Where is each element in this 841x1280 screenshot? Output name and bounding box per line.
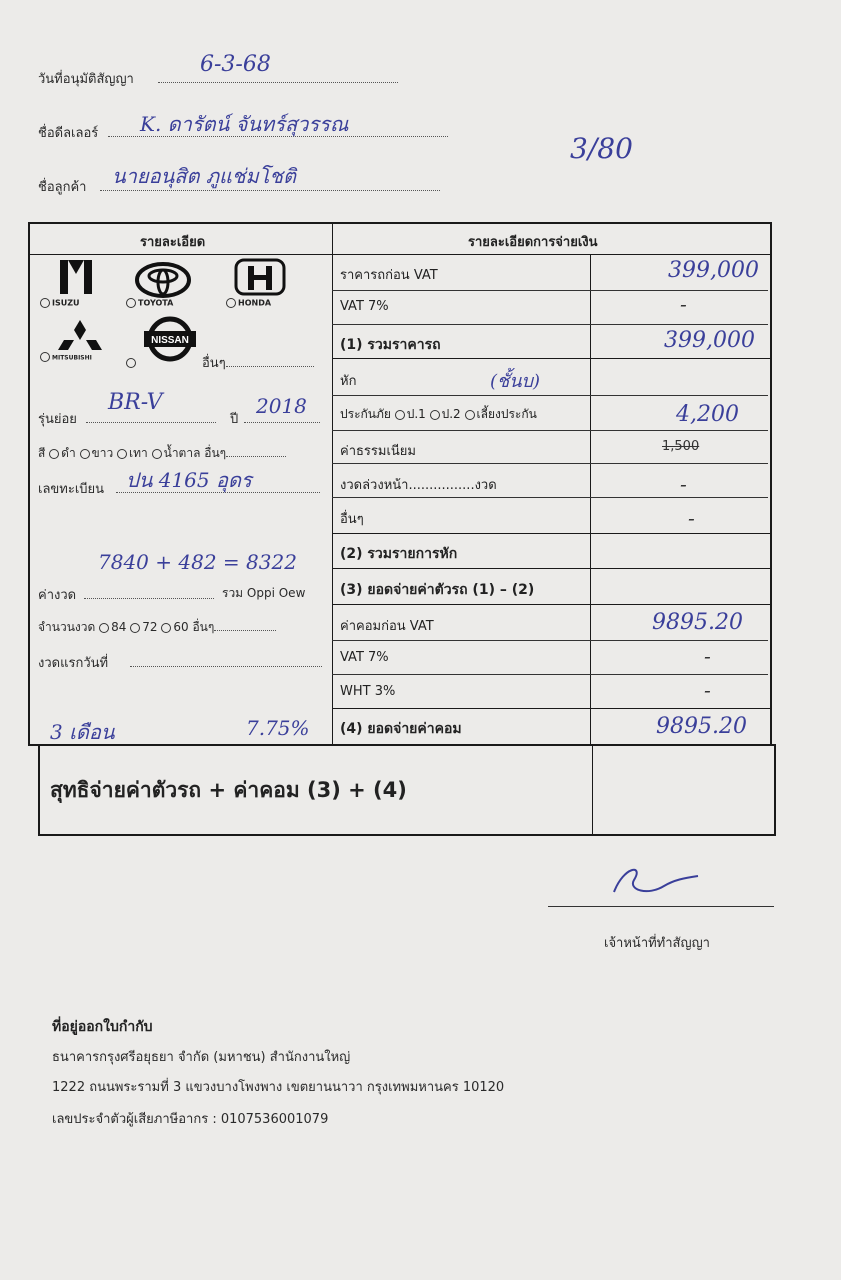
right-title: รายละเอียดการจ่ายเงิน	[468, 235, 598, 250]
left-title: รายละเอียด	[140, 235, 206, 250]
value-insurance: 4,200	[676, 402, 739, 427]
value-price-before-vat: 399,000	[668, 258, 759, 283]
value-vat: -	[680, 292, 687, 316]
calc-note: 7840 + 482 = 8322	[98, 550, 297, 574]
row-vat: VAT 7%	[340, 299, 389, 314]
row-other: อื่นๆ	[340, 512, 364, 527]
svg-text:NISSAN: NISSAN	[151, 335, 189, 346]
approval-date-value: 6-3-68	[200, 52, 271, 77]
term-row: จำนวนงวด 84 72 60 อื่นๆ	[38, 618, 276, 637]
address-line3: เลขประจำตัวผู้เสียภาษีอากร : 0107536001079	[52, 1112, 329, 1127]
handwritten-note: 3/80	[570, 132, 633, 165]
honda-logo-icon	[234, 258, 286, 300]
year-value: 2018	[256, 394, 307, 418]
value-commission-total: 9895.20	[656, 714, 747, 739]
approval-date-line	[158, 82, 398, 83]
row-wht: WHT 3%	[340, 684, 396, 699]
row-advance-installment: งวดล่วงหน้า................งวด	[340, 478, 497, 493]
plate-value: ปน 4165 อุดร	[126, 468, 252, 492]
row-deduct: หัก	[340, 374, 357, 389]
toyota-logo-icon	[134, 262, 192, 302]
dealer-value: K. ดารัตน์ จันทร์สุวรรณ	[140, 112, 349, 136]
row-total-car-price: (1) รวมราคารถ	[340, 337, 441, 353]
color-row: สี ดำ ขาว เทา น้ำตาล อื่นๆ	[38, 444, 286, 463]
brand-toyota: TOYOTA	[126, 298, 173, 308]
nissan-logo-icon	[142, 316, 198, 366]
row-total-deductions: (2) รวมรายการหัก	[340, 546, 458, 562]
dealer-label: ชื่อดีลเลอร์	[38, 126, 99, 141]
value-other: -	[688, 506, 695, 530]
value-total-car-price: 399,000	[664, 328, 755, 353]
value-fee: 1,500	[662, 439, 700, 454]
model-label: รุ่นย่อย	[38, 412, 77, 427]
hw-rate: 7.75%	[246, 716, 310, 740]
installment-suffix: รวม Oppi Oew	[222, 586, 306, 600]
hw-note-left: 3 เดือน	[50, 720, 115, 744]
row-fee: ค่าธรรมเนียม	[340, 444, 416, 459]
installment-label: ค่างวด	[38, 588, 77, 603]
value-wht: -	[704, 678, 711, 702]
row-commission-vat: VAT 7%	[340, 650, 389, 665]
brand-other: อื่นๆ	[202, 352, 314, 373]
row-commission-total: (4) ยอดจ่ายค่าคอม	[340, 721, 462, 737]
first-due-label: งวดแรกวันที่	[38, 656, 109, 671]
value-commission-vat: -	[704, 644, 711, 668]
model-value: BR-V	[108, 390, 163, 415]
customer-label: ชื่อลูกค้า	[38, 180, 87, 195]
brand-honda: HONDA	[226, 298, 271, 308]
year-label: ปี	[230, 412, 239, 427]
deduct-note: (ชั้นบ)	[490, 371, 540, 392]
isuzu-logo-icon	[56, 258, 96, 300]
row-price-before-vat: ราคารถก่อน VAT	[340, 268, 438, 283]
signature-line	[548, 906, 774, 907]
address-title: ที่อยู่ออกใบกำกับ	[52, 1019, 153, 1035]
brand-nissan	[126, 352, 138, 371]
brand-mitsubishi: MITSUBISHI	[40, 352, 92, 362]
address-line1: ธนาคารกรุงศรีอยุธยา จำกัด (มหาชน) สำนักงานใหญ่	[52, 1050, 351, 1065]
address-line2: 1222 ถนนพระรามที่ 3 แขวงบางโพงพาง เขตยานนาวา กรุงเทพมหานคร 10120	[52, 1080, 505, 1095]
row-insurance: ประกันภัย ป.1 ป.2 เลี้ยงประกัน	[340, 407, 537, 421]
value-advance: -	[680, 472, 687, 496]
plate-label: เลขทะเบียน	[38, 482, 105, 497]
brand-isuzu: ISUZU	[40, 298, 80, 308]
signature-mark	[604, 856, 704, 910]
net-label: สุทธิจ่ายค่าตัวรถ + ค่าคอม (3) + (4)	[50, 778, 407, 802]
value-commission-before-vat: 9895.20	[652, 610, 743, 635]
row-commission-before-vat: ค่าคอมก่อน VAT	[340, 619, 434, 634]
row-car-payment: (3) ยอดจ่ายค่าตัวรถ (1) – (2)	[340, 582, 535, 598]
approval-date-label: วันที่อนุมัติสัญญา	[38, 72, 134, 87]
signature-caption: เจ้าหน้าที่ทำสัญญา	[604, 936, 710, 951]
customer-value: นายอนุสิต ภูแช่มโชติ	[112, 164, 296, 188]
